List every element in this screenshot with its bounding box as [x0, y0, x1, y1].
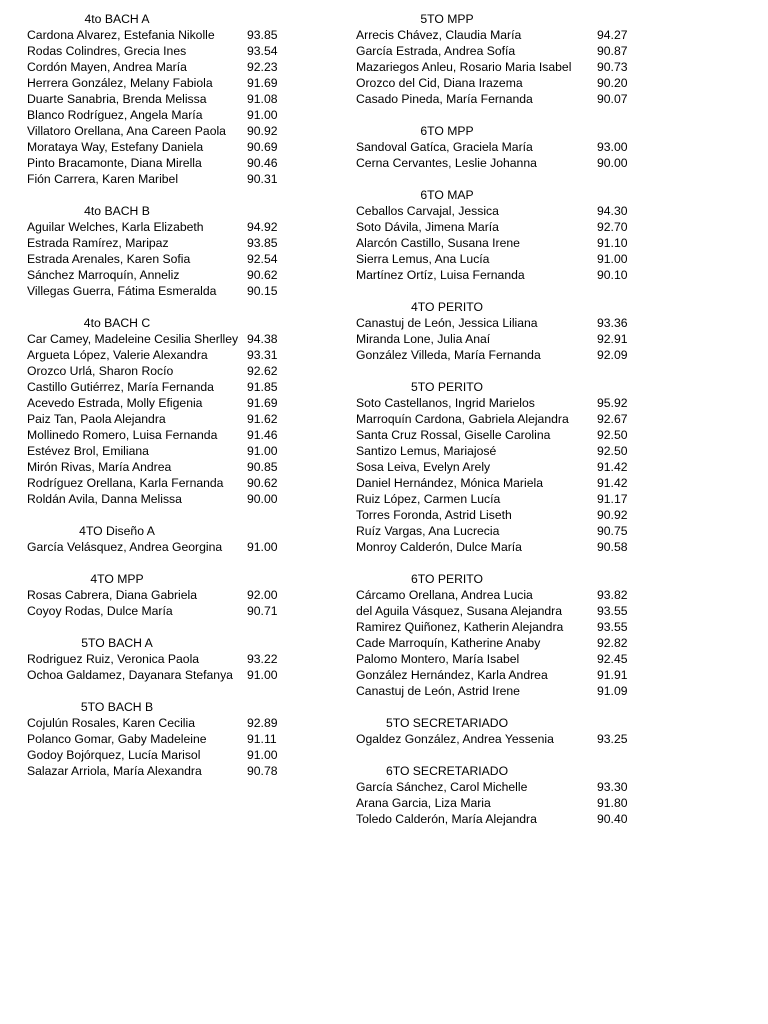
student-row	[356, 635, 646, 651]
student-name: Mazariegos Anleu, Rosario Maria Isabel	[356, 60, 572, 74]
student-row	[356, 427, 646, 443]
student-row	[356, 475, 646, 491]
student-score: 91.00	[247, 444, 278, 458]
student-row	[27, 331, 289, 347]
student-name: Polanco Gomar, Gaby Madeleine	[27, 732, 207, 746]
student-name: García Estrada, Andrea Sofía	[356, 44, 516, 58]
student-row	[356, 91, 646, 107]
student-row	[27, 667, 289, 683]
student-score: 92.00	[247, 588, 278, 602]
section-6to-mpp	[356, 123, 646, 171]
section-title: 6TO SECRETARIADO	[385, 764, 509, 778]
student-name: Toledo Calderón, María Alejandra	[356, 812, 537, 826]
student-name: Herrera González, Melany Fabiola	[27, 76, 213, 90]
section-6to-map	[356, 187, 646, 283]
student-name: Soto Dávila, Jimena María	[356, 220, 499, 234]
student-name: Villegas Guerra, Fátima Esmeralda	[27, 284, 217, 298]
student-score: 91.85	[247, 380, 278, 394]
student-score: 90.62	[247, 268, 278, 282]
student-score: 92.45	[597, 652, 628, 666]
section-5to-bach-a	[27, 635, 289, 683]
student-row	[356, 507, 646, 523]
student-score: 90.00	[597, 156, 628, 170]
section-4to-bach-b	[27, 203, 289, 299]
student-score: 93.54	[247, 44, 278, 58]
section-5to-bach-b	[27, 699, 289, 779]
student-score: 93.85	[247, 236, 278, 250]
section-title: 4to BACH B	[84, 204, 150, 218]
student-score: 91.00	[247, 540, 278, 554]
student-name: Morataya Way, Estefany Daniela	[27, 140, 204, 154]
student-score: 92.50	[597, 428, 628, 442]
student-name: Alarcón Castillo, Susana Irene	[356, 236, 520, 250]
student-score: 90.69	[247, 140, 278, 154]
student-name: Canastuj de León, Jessica Liliana	[356, 316, 538, 330]
student-name: Torres Foronda, Astrid Liseth	[356, 508, 512, 522]
student-name: Castillo Gutiérrez, María Fernanda	[27, 380, 214, 394]
student-name: Rodas Colindres, Grecia Ines	[27, 44, 187, 58]
student-name: Casado Pineda, María Fernanda	[356, 92, 533, 106]
student-name: Estrada Arenales, Karen Sofia	[27, 252, 191, 266]
student-name: Argueta López, Valerie Alexandra	[27, 348, 208, 362]
student-row	[356, 587, 646, 603]
student-row	[356, 331, 646, 347]
student-row	[27, 27, 289, 43]
student-score: 91.09	[597, 684, 628, 698]
student-name: González Hernández, Karla Andrea	[356, 668, 548, 682]
student-name: Estrada Ramírez, Maripaz	[27, 236, 169, 250]
student-score: 93.36	[597, 316, 628, 330]
section-title: 5TO MPP	[420, 12, 474, 26]
student-name: García Velásquez, Andrea Georgina	[27, 540, 223, 554]
section-title: 4to BACH C	[83, 316, 151, 330]
student-row	[27, 171, 289, 187]
student-score: 93.55	[597, 604, 628, 618]
student-name: Acevedo Estrada, Molly Efigenia	[27, 396, 203, 410]
student-score: 90.62	[247, 476, 278, 490]
student-name: Miranda Lone, Julia Anaí	[356, 332, 491, 346]
student-row	[356, 411, 646, 427]
student-row	[356, 235, 646, 251]
student-row	[27, 651, 289, 667]
student-row	[356, 603, 646, 619]
student-score: 92.89	[247, 716, 278, 730]
student-score: 93.85	[247, 28, 278, 42]
student-name: Duarte Sanabria, Brenda Melissa	[27, 92, 207, 106]
student-score: 93.31	[247, 348, 278, 362]
student-row	[27, 59, 289, 75]
student-name: Salazar Arriola, María Alexandra	[27, 764, 202, 778]
student-name: Canastuj de León, Astrid Irene	[356, 684, 520, 698]
student-row	[27, 267, 289, 283]
student-score: 90.85	[247, 460, 278, 474]
student-score: 92.62	[247, 364, 278, 378]
student-score: 93.22	[247, 652, 278, 666]
student-score: 92.23	[247, 60, 278, 74]
student-row	[356, 795, 646, 811]
student-score: 92.67	[597, 412, 628, 426]
student-row	[27, 75, 289, 91]
student-name: Ceballos Carvajal, Jessica	[356, 204, 499, 218]
student-row	[27, 395, 289, 411]
student-score: 90.92	[247, 124, 278, 138]
student-name: Cárcamo Orellana, Andrea Lucia	[356, 588, 533, 602]
section-title: 5TO BACH B	[80, 700, 154, 714]
student-name: Fión Carrera, Karen Maribel	[27, 172, 179, 186]
student-row	[27, 475, 289, 491]
section-4to-mpp	[27, 571, 289, 619]
section-4to-perito	[356, 299, 646, 363]
student-score: 92.91	[597, 332, 628, 346]
section-6to-secretariado	[356, 763, 646, 827]
student-score: 91.91	[597, 668, 628, 682]
student-row	[356, 459, 646, 475]
student-name: Aguilar Welches, Karla Elizabeth	[27, 220, 204, 234]
student-row	[27, 251, 289, 267]
student-name: Sierra Lemus, Ana Lucía	[356, 252, 490, 266]
student-row	[27, 411, 289, 427]
student-name: Villatoro Orellana, Ana Careen Paola	[27, 124, 226, 138]
student-row	[27, 347, 289, 363]
student-row	[27, 91, 289, 107]
student-name: Sandoval Gatíca, Graciela María	[356, 140, 533, 154]
student-row	[356, 155, 646, 171]
student-row	[356, 75, 646, 91]
student-name: Car Camey, Madeleine Cesilia Sherlley	[27, 332, 239, 346]
student-score: 94.92	[247, 220, 278, 234]
student-score: 90.92	[597, 508, 628, 522]
student-row	[27, 379, 289, 395]
student-name: Pinto Bracamonte, Diana Mirella	[27, 156, 202, 170]
student-row	[356, 203, 646, 219]
student-score: 90.75	[597, 524, 628, 538]
section-5to-mpp	[356, 11, 646, 107]
student-name: Monroy Calderón, Dulce María	[356, 540, 522, 554]
student-row	[27, 459, 289, 475]
student-row	[356, 251, 646, 267]
student-row	[27, 491, 289, 507]
student-name: Marroquín Cardona, Gabriela Alejandra	[356, 412, 569, 426]
student-score: 90.00	[247, 492, 278, 506]
student-name: González Villeda, María Fernanda	[356, 348, 541, 362]
student-score: 90.31	[247, 172, 278, 186]
student-row	[27, 43, 289, 59]
student-name: Godoy Bojórquez, Lucía Marisol	[27, 748, 201, 762]
student-row	[27, 363, 289, 379]
student-score: 92.54	[247, 252, 278, 266]
student-row	[356, 27, 646, 43]
student-score: 92.70	[597, 220, 628, 234]
section-5to-secretariado	[356, 715, 646, 747]
student-name: Orozco del Cid, Diana Irazema	[356, 76, 523, 90]
student-row	[27, 155, 289, 171]
student-score: 90.07	[597, 92, 628, 106]
student-row	[27, 107, 289, 123]
student-row	[356, 315, 646, 331]
student-name: Rodríguez Orellana, Karla Fernanda	[27, 476, 224, 490]
student-name: Sánchez Marroquín, Anneliz	[27, 268, 180, 282]
student-score: 90.58	[597, 540, 628, 554]
student-name: Palomo Montero, María Isabel	[356, 652, 520, 666]
student-name: Cade Marroquín, Katherine Anaby	[356, 636, 541, 650]
section-title: 6TO PERITO	[410, 572, 484, 586]
student-score: 90.46	[247, 156, 278, 170]
student-score: 91.42	[597, 476, 628, 490]
student-score: 91.00	[247, 668, 278, 682]
student-row	[356, 139, 646, 155]
student-name: García Sánchez, Carol Michelle	[356, 780, 528, 794]
student-row	[27, 427, 289, 443]
student-score: 91.00	[247, 748, 278, 762]
student-score: 91.11	[247, 732, 277, 746]
student-score: 90.10	[597, 268, 628, 282]
student-row	[356, 219, 646, 235]
section-6to-perito	[356, 571, 646, 699]
right-column	[356, 11, 646, 843]
student-name: Martínez Ortíz, Luisa Fernanda	[356, 268, 525, 282]
student-row	[27, 443, 289, 459]
student-name: Roldán Avila, Danna Melissa	[27, 492, 182, 506]
section-title: 6TO MAP	[420, 188, 474, 202]
student-row	[356, 539, 646, 555]
student-row	[356, 731, 646, 747]
student-score: 91.08	[247, 92, 278, 106]
section-title: 4to BACH A	[84, 12, 150, 26]
student-name: Cordón Mayen, Andrea María	[27, 60, 187, 74]
student-row	[27, 731, 289, 747]
student-score: 91.42	[597, 460, 628, 474]
student-score: 90.40	[597, 812, 628, 826]
section-title: 5TO PERITO	[410, 380, 484, 394]
student-name: Blanco Rodríguez, Angela María	[27, 108, 203, 122]
student-row	[356, 619, 646, 635]
student-name: Cerna Cervantes, Leslie Johanna	[356, 156, 537, 170]
student-row	[27, 139, 289, 155]
student-score: 91.69	[247, 396, 278, 410]
student-score: 92.09	[597, 348, 628, 362]
student-score: 91.62	[247, 412, 278, 426]
student-name: Ruiz López, Carmen Lucía	[356, 492, 501, 506]
student-name: Coyoy Rodas, Dulce María	[27, 604, 173, 618]
student-score: 90.78	[247, 764, 278, 778]
section-4to-bach-c	[27, 315, 289, 507]
section-title: 6TO MPP	[420, 124, 474, 138]
student-score: 91.10	[597, 236, 628, 250]
student-score: 90.20	[597, 76, 628, 90]
student-name: Orozco Urlá, Sharon Rocío	[27, 364, 174, 378]
student-row	[356, 651, 646, 667]
student-row	[356, 779, 646, 795]
section-title: 5TO BACH A	[81, 636, 153, 650]
student-row	[27, 763, 289, 779]
student-name: Sosa Leiva, Evelyn Arely	[356, 460, 491, 474]
left-column	[27, 11, 289, 795]
student-name: Santa Cruz Rossal, Giselle Carolina	[356, 428, 551, 442]
student-row	[356, 523, 646, 539]
student-score: 91.00	[247, 108, 278, 122]
student-name: Santizo Lemus, Mariajosé	[356, 444, 497, 458]
student-row	[27, 123, 289, 139]
student-score: 93.30	[597, 780, 628, 794]
student-name: Ramirez Quiñonez, Katherin Alejandra	[356, 620, 564, 634]
student-row	[356, 667, 646, 683]
student-score: 93.25	[597, 732, 628, 746]
student-row	[27, 603, 289, 619]
student-row	[356, 811, 646, 827]
student-row	[356, 683, 646, 699]
student-score: 90.73	[597, 60, 628, 74]
student-row	[27, 539, 289, 555]
student-score: 91.00	[597, 252, 628, 266]
student-score: 91.17	[597, 492, 628, 506]
student-row	[356, 347, 646, 363]
student-row	[27, 747, 289, 763]
student-name: Ogaldez González, Andrea Yessenia	[356, 732, 554, 746]
student-score: 91.46	[247, 428, 278, 442]
student-name: Ruíz Vargas, Ana Lucrecia	[356, 524, 500, 538]
student-score: 91.80	[597, 796, 628, 810]
student-score: 93.00	[597, 140, 628, 154]
student-score: 94.27	[597, 28, 628, 42]
student-row	[356, 43, 646, 59]
section-title: 4TO Diseño A	[79, 524, 155, 538]
student-name: Cardona Alvarez, Estefania Nikolle	[27, 28, 215, 42]
student-name: Rosas Cabrera, Diana Gabriela	[27, 588, 198, 602]
student-name: Mollinedo Romero, Luisa Fernanda	[27, 428, 218, 442]
student-row	[356, 443, 646, 459]
student-name: Estévez Brol, Emiliana	[27, 444, 149, 458]
student-row	[356, 59, 646, 75]
student-score: 95.92	[597, 396, 628, 410]
section-5to-perito	[356, 379, 646, 555]
student-score: 92.50	[597, 444, 628, 458]
student-score: 94.38	[247, 332, 278, 346]
student-row	[27, 219, 289, 235]
student-score: 90.71	[247, 604, 278, 618]
student-name: Rodriguez Ruiz, Veronica Paola	[27, 652, 200, 666]
student-score: 90.15	[247, 284, 278, 298]
student-score: 91.69	[247, 76, 278, 90]
student-score: 92.82	[597, 636, 628, 650]
student-name: Arrecis Chávez, Claudia María	[356, 28, 522, 42]
student-name: Daniel Hernández, Mónica Mariela	[356, 476, 543, 490]
student-row	[27, 283, 289, 299]
student-row	[27, 715, 289, 731]
student-name: Soto Castellanos, Ingrid Marielos	[356, 396, 535, 410]
section-title: 4TO PERITO	[410, 300, 484, 314]
section-title: 5TO SECRETARIADO	[385, 716, 509, 730]
student-score: 93.82	[597, 588, 628, 602]
student-name: Arana Garcia, Liza Maria	[356, 796, 491, 810]
student-score: 90.87	[597, 44, 628, 58]
student-name: Cojulún Rosales, Karen Cecilia	[27, 716, 196, 730]
student-score: 94.30	[597, 204, 628, 218]
student-name: del Aguila Vásquez, Susana Alejandra	[356, 604, 562, 618]
student-name: Ochoa Galdamez, Dayanara Stefanya	[27, 668, 233, 682]
student-row	[356, 267, 646, 283]
student-row	[356, 395, 646, 411]
student-row	[356, 491, 646, 507]
student-row	[27, 587, 289, 603]
student-row	[27, 235, 289, 251]
student-score: 93.55	[597, 620, 628, 634]
student-name: Paiz Tan, Paola Alejandra	[27, 412, 166, 426]
section-title: 4TO MPP	[90, 572, 144, 586]
section-4to-bach-a	[27, 11, 289, 187]
student-name: Mirón Rivas, María Andrea	[27, 460, 172, 474]
section-4to-diseno-a	[27, 523, 289, 555]
